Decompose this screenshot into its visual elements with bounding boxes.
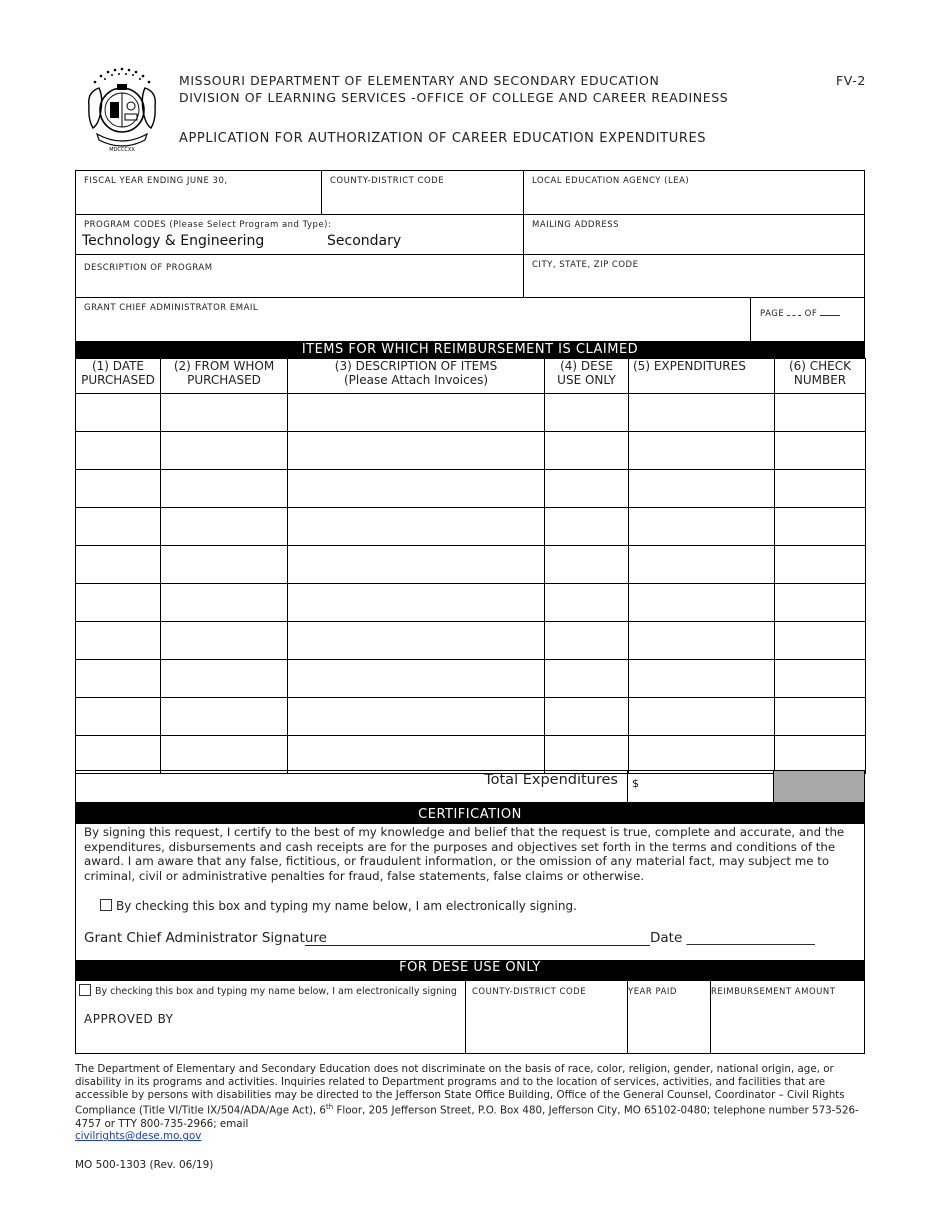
dese-section-title: FOR DESE USE ONLY xyxy=(75,960,865,981)
item-cell[interactable] xyxy=(545,584,629,622)
page-total-input[interactable] xyxy=(820,315,840,316)
item-cell[interactable] xyxy=(629,470,775,508)
item-cell[interactable] xyxy=(629,584,775,622)
approved-by-label: APPROVED BY xyxy=(84,1012,174,1026)
item-cell[interactable] xyxy=(629,508,775,546)
items-section-title: ITEMS FOR WHICH REIMBURSEMENT IS CLAIMED xyxy=(75,341,865,359)
item-cell[interactable] xyxy=(775,584,866,622)
item-cell[interactable] xyxy=(288,546,545,584)
city-state-zip-field[interactable] xyxy=(523,254,865,298)
item-cell[interactable] xyxy=(76,736,161,774)
table-row xyxy=(76,470,866,508)
fiscal-year-label: FISCAL YEAR ENDING JUNE 30, xyxy=(84,176,228,186)
svg-text:MDCCCXX: MDCCCXX xyxy=(109,147,135,153)
nondiscrimination-notice: The Department of Elementary and Secondary Education does not discriminate on the basis of race, color, religion, gender, national origin, age, or disability in its programs and activities. Inquiries related to Department programs and to the location of services, activities, and facilities that are accessible by persons with disabilities may be directed to the Jefferson State Office Building, Office of the General Counsel, Coordinator – Civil Rights Compliance (Title VI/Title IX/504/ADA/Age Act), 6th Floor, 205 Jefferson Street, P.O. Box 480, Jefferson City, MO 65102-0480; telephone number 573-526-4757 or TTY 800-735-2966; email civilrights@dese.mo.gov xyxy=(75,1063,859,1143)
program-type-select[interactable]: Secondary xyxy=(327,233,402,249)
item-cell[interactable] xyxy=(76,432,161,470)
total-label-cell xyxy=(75,770,628,803)
item-cell[interactable] xyxy=(775,508,866,546)
item-cell[interactable] xyxy=(775,546,866,584)
description-field[interactable] xyxy=(75,254,524,298)
item-cell[interactable] xyxy=(629,698,775,736)
agency-line-1: MISSOURI DEPARTMENT OF ELEMENTARY AND SECONDARY EDUCATION xyxy=(179,73,660,88)
item-cell[interactable] xyxy=(76,584,161,622)
total-expenditures-label: Total Expenditures xyxy=(484,772,618,788)
items-column-header: (4) DESE USE ONLY xyxy=(545,359,629,394)
table-row xyxy=(76,394,866,432)
item-cell[interactable] xyxy=(545,432,629,470)
dese-county-district-label: COUNTY-DISTRICT CODE xyxy=(472,987,587,997)
item-cell[interactable] xyxy=(545,698,629,736)
items-header-row xyxy=(76,359,866,394)
item-cell[interactable] xyxy=(545,470,629,508)
year-paid-field[interactable] xyxy=(627,980,711,1054)
item-cell[interactable] xyxy=(288,660,545,698)
items-table xyxy=(75,358,866,774)
item-cell[interactable] xyxy=(161,622,288,660)
items-column-header: (1) DATE PURCHASED xyxy=(76,359,161,394)
item-cell[interactable] xyxy=(76,394,161,432)
item-cell[interactable] xyxy=(545,660,629,698)
email-field[interactable] xyxy=(75,297,751,342)
county-district-field[interactable] xyxy=(321,170,524,215)
page-label: PAGE OF xyxy=(760,309,840,319)
item-cell[interactable] xyxy=(629,432,775,470)
item-cell[interactable] xyxy=(288,470,545,508)
item-cell[interactable] xyxy=(76,660,161,698)
item-cell[interactable] xyxy=(545,394,629,432)
item-cell[interactable] xyxy=(76,470,161,508)
item-cell[interactable] xyxy=(76,546,161,584)
item-cell[interactable] xyxy=(161,470,288,508)
description-label: DESCRIPTION OF PROGRAM xyxy=(84,263,213,273)
items-column-header: (3) DESCRIPTION OF ITEMS (Please Attach Invoices) xyxy=(288,359,545,394)
item-cell[interactable] xyxy=(161,432,288,470)
item-cell[interactable] xyxy=(775,660,866,698)
email-label: GRANT CHIEF ADMINISTRATOR EMAIL xyxy=(84,303,259,313)
signature-label: Grant Chief Administrator Signature xyxy=(84,930,327,946)
form-id: FV-2 xyxy=(836,73,866,88)
dese-approval-cell xyxy=(75,980,466,1054)
item-cell[interactable] xyxy=(545,546,629,584)
program-codes-label: PROGRAM CODES (Please Select Program and Type): xyxy=(84,220,332,230)
date-input[interactable]: ___________________ xyxy=(686,930,815,946)
lea-label: LOCAL EDUCATION AGENCY (LEA) xyxy=(532,176,690,186)
date-label: Date xyxy=(650,930,683,946)
item-cell[interactable] xyxy=(161,584,288,622)
program-codes-field[interactable] xyxy=(75,214,524,255)
year-paid-label: YEAR PAID xyxy=(628,987,677,997)
form-title: APPLICATION FOR AUTHORIZATION OF CAREER EDUCATION EXPENDITURES xyxy=(179,131,707,146)
item-cell[interactable] xyxy=(629,736,775,774)
missouri-seal-icon xyxy=(79,66,165,154)
city-state-zip-label: CITY, STATE, ZIP CODE xyxy=(532,260,639,270)
item-cell[interactable] xyxy=(288,622,545,660)
certification-text: By signing this request, I certify to the best of my knowledge and belief that the request is true, complete and accurate, and the expenditures, disbursements and cash receipts are for the purposes and objectives set forth in the terms and conditions of the award. I am aware that any false, fictitious, or fraudulent information, or the omission of any material fact, may subject me to criminal, civil or administrative penalties for fraud, false statements, false claims or otherwise. xyxy=(84,825,845,883)
items-column-header: (5) EXPENDITURES xyxy=(629,359,775,394)
dese-esign-checkbox[interactable] xyxy=(79,984,91,996)
item-cell[interactable] xyxy=(76,622,161,660)
items-column-header: (6) CHECK NUMBER xyxy=(775,359,866,394)
item-cell[interactable] xyxy=(545,508,629,546)
program-select[interactable]: Technology & Engineering xyxy=(82,233,265,249)
item-cell[interactable] xyxy=(76,698,161,736)
civil-rights-email-link[interactable]: civilrights@dese.mo.gov xyxy=(75,1130,202,1143)
table-row xyxy=(76,508,866,546)
table-row xyxy=(76,584,866,622)
page-number-box xyxy=(750,297,865,342)
esign-row xyxy=(100,899,577,913)
fiscal-year-field[interactable] xyxy=(75,170,322,215)
item-cell[interactable] xyxy=(288,394,545,432)
item-cell[interactable] xyxy=(161,546,288,584)
item-cell[interactable] xyxy=(629,622,775,660)
item-cell[interactable] xyxy=(775,470,866,508)
item-cell[interactable] xyxy=(288,508,545,546)
table-row xyxy=(76,736,866,774)
esign-label: By checking this box and typing my name below, I am electronically signing. xyxy=(116,899,577,913)
item-cell[interactable] xyxy=(161,394,288,432)
item-cell[interactable] xyxy=(629,660,775,698)
item-cell[interactable] xyxy=(629,546,775,584)
item-cell[interactable] xyxy=(76,508,161,546)
item-cell[interactable] xyxy=(775,622,866,660)
esign-checkbox[interactable] xyxy=(100,899,112,911)
agency-line-2: DIVISION OF LEARNING SERVICES -OFFICE OF COLLEGE AND CAREER READINESS xyxy=(179,90,729,105)
item-cell[interactable] xyxy=(775,394,866,432)
dese-esign-label: By checking this box and typing my name below, I am electronically signing xyxy=(95,986,457,997)
mailing-address-label: MAILING ADDRESS xyxy=(532,220,620,230)
item-cell[interactable] xyxy=(775,736,866,774)
item-cell[interactable] xyxy=(161,698,288,736)
form-number: MO 500-1303 (Rev. 06/19) xyxy=(75,1159,214,1171)
date-row xyxy=(650,930,815,946)
county-district-label: COUNTY-DISTRICT CODE xyxy=(330,176,445,186)
total-expenditures-field[interactable] xyxy=(627,770,774,803)
table-row xyxy=(76,546,866,584)
lea-field[interactable] xyxy=(523,170,865,215)
item-cell[interactable] xyxy=(775,432,866,470)
item-cell[interactable] xyxy=(161,736,288,774)
table-row xyxy=(76,698,866,736)
table-row xyxy=(76,432,866,470)
currency-symbol: $ xyxy=(632,777,639,790)
item-cell[interactable] xyxy=(288,736,545,774)
item-cell[interactable] xyxy=(629,394,775,432)
item-cell[interactable] xyxy=(161,660,288,698)
table-row xyxy=(76,660,866,698)
certification-title: CERTIFICATION xyxy=(75,803,865,824)
item-cell[interactable] xyxy=(288,584,545,622)
item-cell[interactable] xyxy=(775,698,866,736)
reimbursement-amount-label: REIMBURSEMENT AMOUNT xyxy=(711,987,836,997)
item-cell[interactable] xyxy=(545,736,629,774)
table-row xyxy=(76,622,866,660)
item-cell[interactable] xyxy=(288,698,545,736)
item-cell[interactable] xyxy=(161,508,288,546)
dese-county-district-field[interactable] xyxy=(465,980,628,1054)
signature-line[interactable] xyxy=(305,945,650,946)
page-number-input[interactable] xyxy=(787,315,801,316)
item-cell[interactable] xyxy=(288,432,545,470)
shaded-cell xyxy=(773,770,865,803)
item-cell[interactable] xyxy=(545,622,629,660)
mailing-address-field[interactable] xyxy=(523,214,865,255)
items-column-header: (2) FROM WHOM PURCHASED xyxy=(161,359,288,394)
reimbursement-amount-field[interactable] xyxy=(710,980,865,1054)
